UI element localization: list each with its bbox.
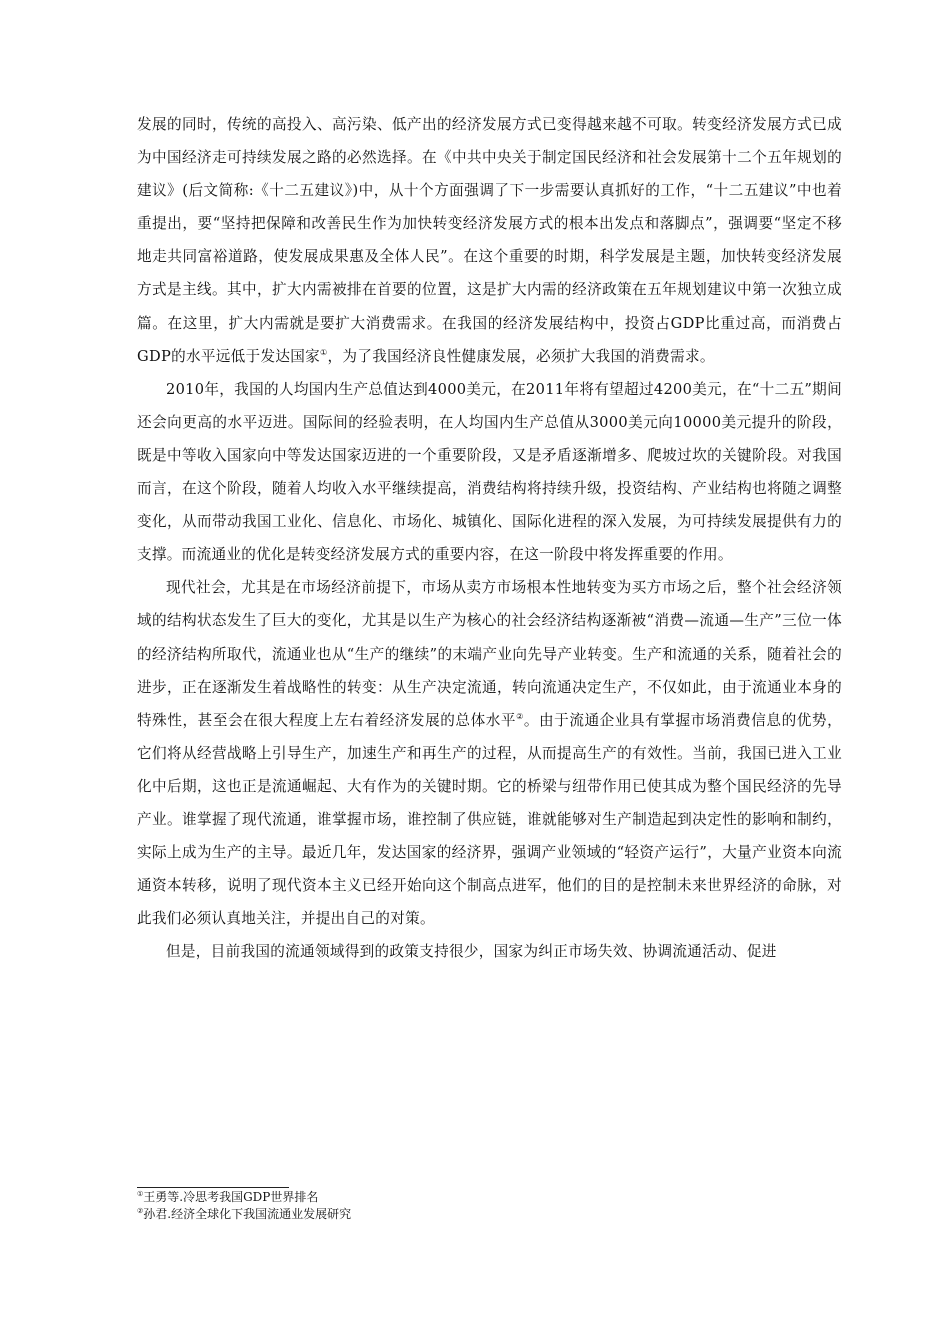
footnote-ref-2: ②	[516, 711, 524, 721]
paragraph-3	[137, 571, 842, 935]
footnote-divider	[137, 1187, 289, 1188]
footnote-2-text: 孙君.经济全球化下我国流通业发展研究	[143, 1206, 352, 1221]
footnote-1	[137, 1189, 737, 1206]
paragraph-1-text-a: 发展的同时，传统的高投入、高污染、低产出的经济发展方式已变得越来越不可取。转变经济发展方式已成为中国经济走可持续发展之路的必然选择。在《中共中央关于制定国民经济和社会发展第十二个五年规划的建议》(后文简称:《十二五建议》)中，从十个方面强调了下一步需要认真抓好的工作，“十二五建议”中也着重提出，要“坚持把保障和改善民生作为加快转变经济发展方式的根本出发点和落脚点”，强调要“坚定不移地走共同富裕道路，使发展成果惠及全体人民”。在这个重要的时期，科学发展是主题，加快转变经济发展方式是主线。其中，扩大内需被排在首要的位置，这是扩大内需的经济政策在五年规划建议中第一次独立成篇。在这里，扩大内需就是要扩大消费需求。在我国的经济发展结构中，投资占GDP比重过高，而消费占GDP的水平远低于发达国家	[137, 116, 842, 365]
paragraph-2	[137, 373, 842, 572]
footnote-1-mark: ①	[137, 1190, 144, 1198]
footnote-1-text: 王勇等.冷思考我国GDP世界排名	[143, 1190, 319, 1204]
footnote-2	[137, 1206, 737, 1223]
footnotes	[137, 1189, 737, 1222]
footnote-2-mark: ②	[137, 1206, 144, 1215]
paragraph-1	[137, 108, 842, 373]
paragraph-2-text: 2010年，我国的人均国内生产总值达到4000美元，在2011年将有望超过4200美元，在“十二五”期间还会向更高的水平迈进。国际间的经验表明，在人均国内生产总值从3000美元向10000美元提升的阶段，既是中等收入国家向中等发达国家迈进的一个重要阶段，又是矛盾逐渐增多、爬坡过坎的关键阶段。对我国而言，在这个阶段，随着人均收入水平继续提高，消费结构将持续升级，投资结构、产业结构也将随之调整变化，从而带动我国工业化、信息化、市场化、城镇化、国际化进程的深入发展，为可持续发展提供有力的支撑。而流通业的优化是转变经济发展方式的重要内容，在这一阶段中将发挥重要的作用。	[137, 380, 842, 564]
paragraph-3-text-b: 。由于流通企业具有掌握市场消费信息的优势，它们将从经营战略上引导生产，加速生产和再生产的过程，从而提高生产的有效性。当前，我国已进入工业化中后期，这也正是流通崛起、大有作为的关键时期。它的桥梁与纽带作用已使其成为整个国民经济的先导产业。谁掌握了现代流通，谁掌握市场，谁控制了供应链，谁就能够对生产制造起到决定性的影响和制约，实际上成为生产的主导。最近几年，发达国家的经济界，强调产业领域的“轻资产运行”，大量产业资本向流通资本转移，说明了现代资本主义已经开始向这个制高点进军，他们的目的是控制未来世界经济的命脉，对此我们必须认真地关注，并提出自己的对策。	[137, 711, 842, 928]
paragraph-4-text: 但是，目前我国的流通领域得到的政策支持很少，国家为纠正市场失效、协调流通活动、促进	[166, 943, 777, 961]
paragraph-1-text-b: ，为了我国经济良性健康发展，必须扩大我国的消费需求。	[327, 347, 715, 365]
paragraph-3-text-a: 现代社会，尤其是在市场经济前提下，市场从卖方市场根本性地转变为买方市场之后，整个社会经济领域的结构状态发生了巨大的变化，尤其是以生产为核心的社会经济结构逐渐被“消费—流通—生产”三位一体的经济结构所取代，流通业也从“生产的继续”的末端产业向先导产业转变。生产和流通的关系，随着社会的进步，正在逐渐发生着战略性的转变：从生产决定流通，转向流通决定生产，不仅如此，由于流通业本身的特殊性，甚至会在很大程度上左右着经济发展的总体水平	[137, 579, 842, 729]
body-text	[137, 108, 842, 968]
paragraph-4	[137, 935, 842, 968]
footnote-ref-1: ①	[320, 347, 328, 357]
